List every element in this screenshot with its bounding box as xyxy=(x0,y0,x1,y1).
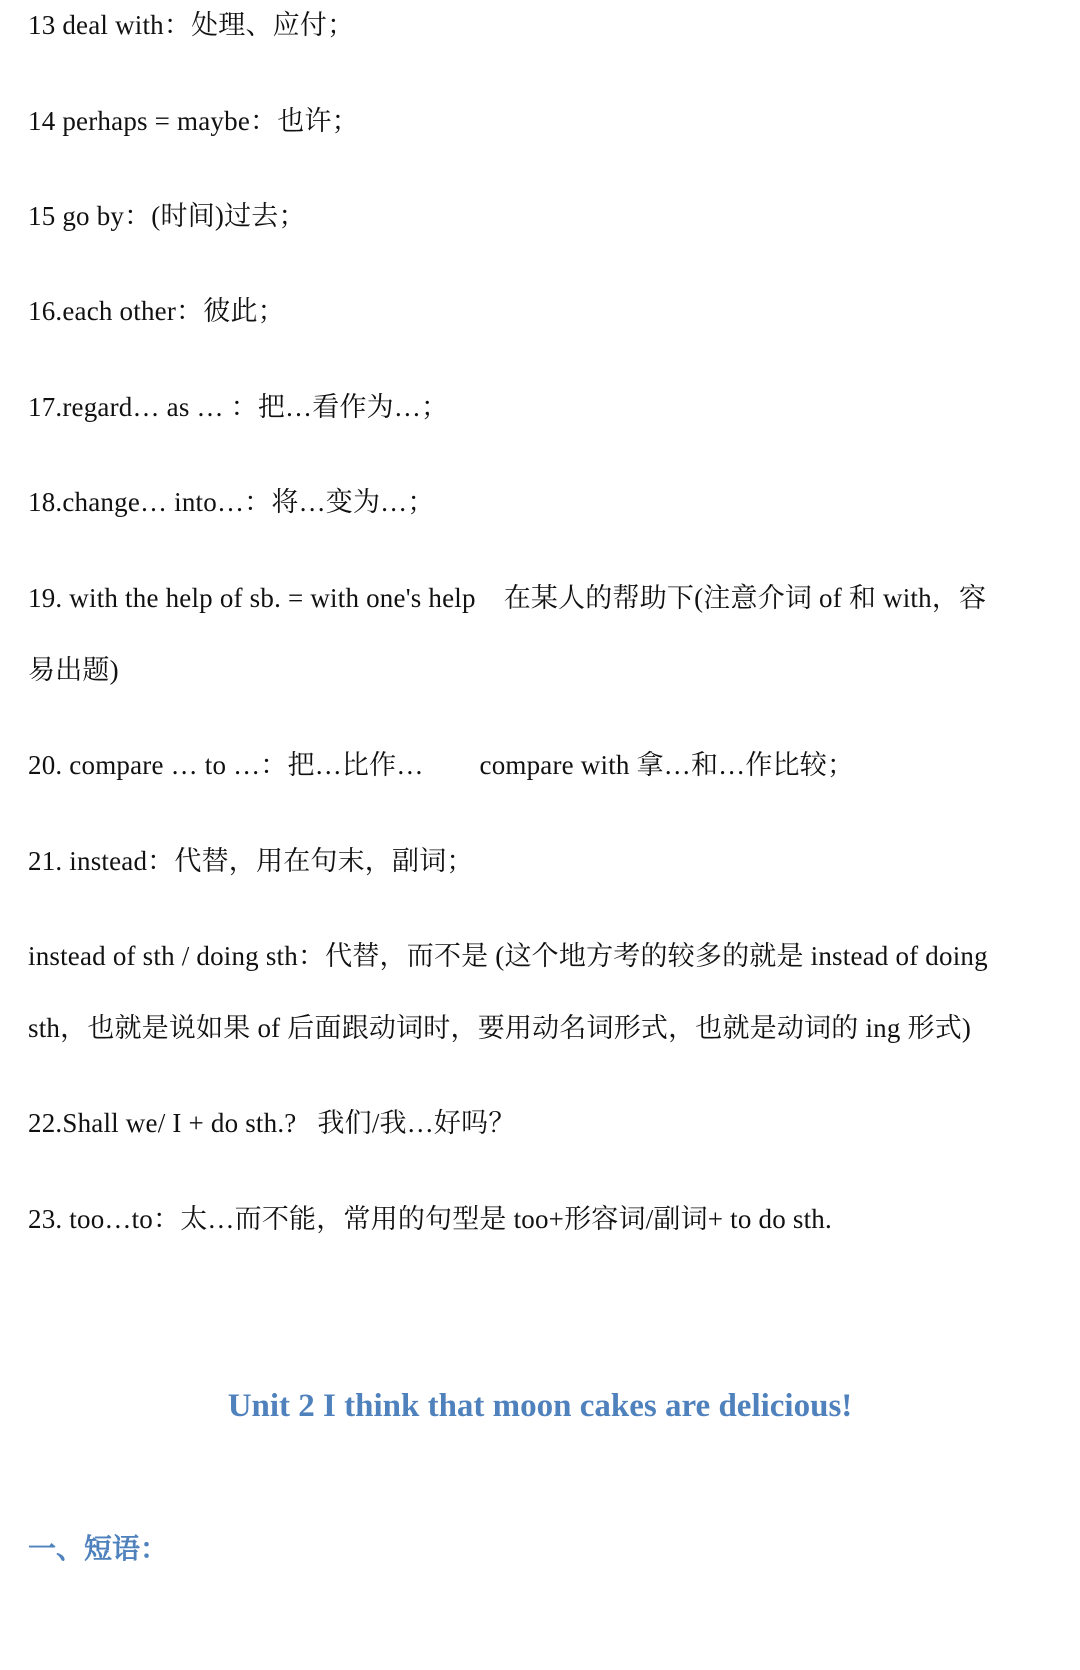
list-item xyxy=(28,1106,516,1140)
item-chinese: 在某人的帮助下(注意介词 of 和 with，容 xyxy=(503,583,987,613)
list-item xyxy=(28,8,354,42)
list-item xyxy=(28,748,854,782)
item-chinese: 彼此； xyxy=(203,296,285,326)
item-chinese: 把…比作… xyxy=(287,750,424,780)
item-number: 15 xyxy=(28,201,56,231)
item-chinese: 代替，而不是 (这个地方考的较多的就是 instead of doing xyxy=(325,941,988,971)
item-chinese: 易出题) xyxy=(28,655,119,685)
item-number: 17. xyxy=(28,392,63,422)
list-item xyxy=(28,581,986,615)
item-chinese: 把…看作为…； xyxy=(257,392,449,422)
item-english: deal with： xyxy=(55,10,192,40)
item-chinese: 太…而不能，常用的句型是 too+形容词/副词+ to do sth. xyxy=(180,1204,832,1234)
unit-title: Unit 2 I think that moon cakes are delicious! xyxy=(227,1388,853,1424)
item-english-secondary: compare with xyxy=(479,750,637,780)
item-number: 16. xyxy=(28,296,63,326)
item-chinese: 处理、应付； xyxy=(191,10,355,40)
list-item xyxy=(28,294,285,328)
item-chinese-secondary: 拿…和…作比较； xyxy=(636,750,855,780)
item-chinese: 也就是说如果 of 后面跟动词时，要用动名词形式，也就是动词的 ing 形式) xyxy=(87,1013,972,1043)
item-english: regard… as … ： xyxy=(62,392,258,422)
item-number: 20. xyxy=(28,750,63,780)
item-english: each other： xyxy=(62,296,204,326)
list-item-continuation xyxy=(28,1011,971,1045)
item-english: Shall we/ I + do sth.? xyxy=(62,1108,304,1138)
item-chinese: 时间)过去； xyxy=(160,201,306,231)
list-item xyxy=(28,844,474,878)
item-english: compare … to …： xyxy=(62,750,288,780)
item-english: instead of sth / doing sth： xyxy=(28,941,326,971)
item-chinese: 将…变为…； xyxy=(271,487,435,517)
list-item xyxy=(28,939,988,973)
item-english: perhaps = maybe： xyxy=(55,106,278,136)
item-number: 22. xyxy=(28,1108,63,1138)
list-item xyxy=(28,199,306,233)
item-number: 21. xyxy=(28,846,63,876)
item-english: instead： xyxy=(62,846,175,876)
section-heading: 一、短语： xyxy=(28,1532,169,1565)
list-item xyxy=(28,390,448,424)
item-number: 13 xyxy=(28,10,56,40)
list-item xyxy=(28,104,359,138)
list-item-continuation xyxy=(28,653,119,687)
item-chinese: 我们/我…好吗？ xyxy=(317,1108,516,1138)
item-number: 23. xyxy=(28,1204,63,1234)
item-chinese: 代替，用在句末，副词； xyxy=(174,846,474,876)
item-number: 19. xyxy=(28,583,63,613)
item-english: go by：( xyxy=(55,201,161,231)
item-english: change… into…： xyxy=(62,487,272,517)
item-english: with the help of sb. = with one's help xyxy=(62,583,476,613)
item-english: too…to： xyxy=(62,1204,181,1234)
item-number: 18. xyxy=(28,487,63,517)
item-english: sth， xyxy=(28,1013,88,1043)
item-number: 14 xyxy=(28,106,56,136)
item-chinese: 也许； xyxy=(277,106,359,136)
list-item xyxy=(28,485,435,519)
list-item xyxy=(28,1202,832,1236)
